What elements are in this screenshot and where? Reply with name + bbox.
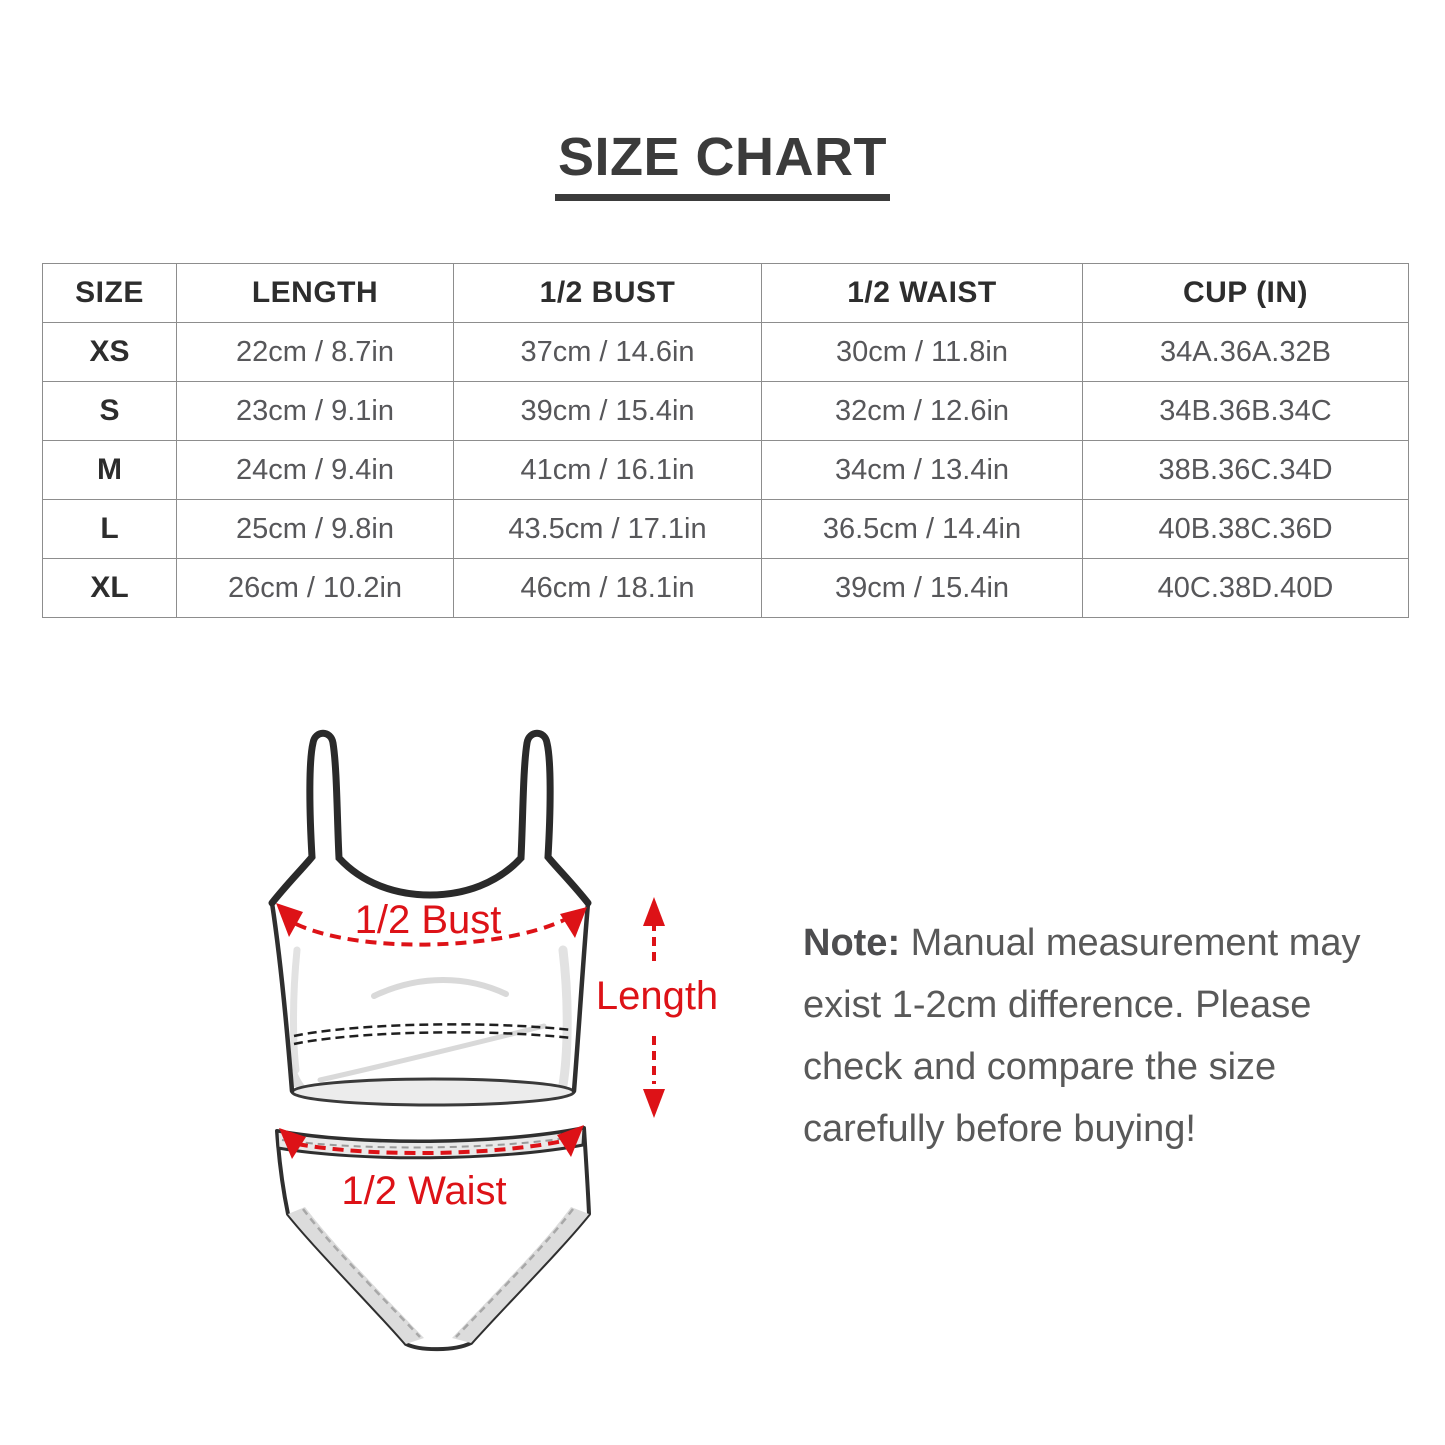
cell-length: 24cm / 9.4in — [177, 441, 454, 500]
table-row-m — [43, 441, 1409, 500]
size-label: XL — [43, 559, 177, 618]
cell-cup: 34B.36B.34C — [1083, 382, 1409, 441]
cell-cup: 40B.38C.36D — [1083, 500, 1409, 559]
bust-measure-label: 1/2 Bust — [354, 898, 502, 942]
waist-measure-label: 1/2 Waist — [341, 1169, 507, 1213]
length-measure-label: Length — [595, 974, 719, 1018]
title-wrap — [0, 127, 1445, 201]
cell-waist: 30cm / 11.8in — [762, 323, 1083, 382]
page-title: SIZE CHART — [555, 130, 890, 201]
note-body: Manual measurement may exist 1-2cm difference. Please check and compare the size carefully before buying! — [803, 922, 1361, 1150]
length-arrowhead-up — [643, 897, 665, 926]
cell-waist: 36.5cm / 14.4in — [762, 500, 1083, 559]
cell-bust: 39cm / 15.4in — [454, 382, 762, 441]
cell-bust: 41cm / 16.1in — [454, 441, 762, 500]
cell-bust: 46cm / 18.1in — [454, 559, 762, 618]
cell-length: 25cm / 9.8in — [177, 500, 454, 559]
length-arrowhead-down — [643, 1089, 665, 1118]
measurement-diagram — [230, 715, 790, 1395]
cell-length: 23cm / 9.1in — [177, 382, 454, 441]
table-row-xl — [43, 559, 1409, 618]
table-row-xs — [43, 323, 1409, 382]
size-label: XS — [43, 323, 177, 382]
column-header-bust: 1/2 BUST — [454, 264, 762, 323]
size-table — [42, 263, 1409, 618]
briefs-illustration — [277, 1128, 589, 1349]
column-header-size: SIZE — [43, 264, 177, 323]
cell-waist: 32cm / 12.6in — [762, 382, 1083, 441]
size-label: L — [43, 500, 177, 559]
cell-cup: 34A.36A.32B — [1083, 323, 1409, 382]
cell-bust: 37cm / 14.6in — [454, 323, 762, 382]
cell-waist: 34cm / 13.4in — [762, 441, 1083, 500]
cell-bust: 43.5cm / 17.1in — [454, 500, 762, 559]
size-label: M — [43, 441, 177, 500]
table-row-s — [43, 382, 1409, 441]
cell-cup: 40C.38D.40D — [1083, 559, 1409, 618]
note-label: Note: — [803, 922, 901, 964]
cell-length: 22cm / 8.7in — [177, 323, 454, 382]
table-row-l — [43, 500, 1409, 559]
note-text — [803, 912, 1385, 1160]
column-header-waist: 1/2 WAIST — [762, 264, 1083, 323]
cell-cup: 38B.36C.34D — [1083, 441, 1409, 500]
column-header-length: LENGTH — [177, 264, 454, 323]
cell-waist: 39cm / 15.4in — [762, 559, 1083, 618]
table-header-row — [43, 264, 1409, 323]
size-label: S — [43, 382, 177, 441]
cell-length: 26cm / 10.2in — [177, 559, 454, 618]
column-header-cup: CUP (IN) — [1083, 264, 1409, 323]
camisole-straps — [272, 733, 588, 903]
length-measure-annotation — [596, 897, 718, 1118]
